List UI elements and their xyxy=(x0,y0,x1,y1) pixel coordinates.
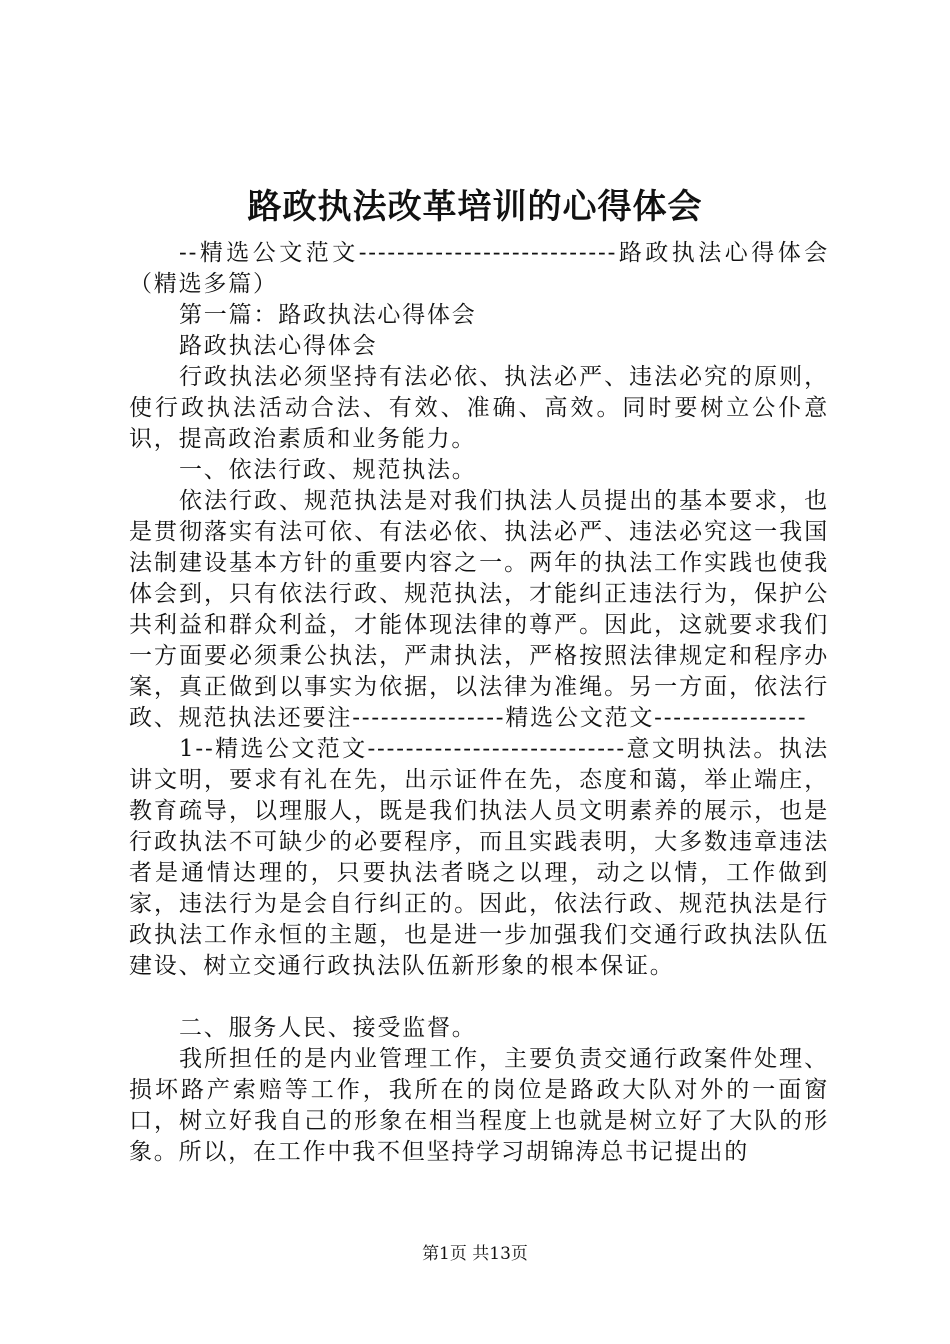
page-footer: 第1页 共13页 xyxy=(422,1244,528,1264)
paragraph-principle: 行政执法必须坚持有法必依、执法必严、违法必究的原则，使行政执法活动合法、有效、准确、高效。同时要树立公仆意识，提高政治素质和业务能力。 xyxy=(129,364,829,452)
section-heading-1: 一、依法行政、规范执法。 xyxy=(179,457,477,483)
paragraph-lawful-administration: 依法行政、规范执法是对我们执法人员提出的基本要求，也是贯彻落实有法可依、有法必依、执法必严、违法必究这一我国法制建设基本方针的重要内容之一。两年的执法工作实践也使我体会到，只有依法行政、规范执法，才能纠正违法行为，保护公共利益和群众利益，才能体现法律的尊严。因此，这就要求我们一方面要必须秉公执法，严肃执法，严格按照法律规定和程序办案，真正做到以事实为依据，以法律为准绳。另一方面，依法行政、规范执法还要注----------------精选公文范文---------------- xyxy=(129,488,829,731)
paragraph-service-supervision: 我所担任的是内业管理工作，主要负责交通行政案件处理、损坏路产索赔等工作，我所在的岗位是路政大队对外的一面窗口，树立好我自己的形象在相当程度上也就是树立好了大队的形象。所以，在工作中我不但坚持学习胡锦涛总书记提出的 xyxy=(129,1046,829,1165)
document-title: 路政执法改革培训的心得体会 xyxy=(247,187,703,227)
paragraph-header-line: --精选公文范文---------------------------路政执法心得体会（精选多篇） xyxy=(129,240,829,297)
section-heading-2: 二、服务人民、接受监督。 xyxy=(179,1015,477,1041)
paragraph-civil-enforcement: 1--精选公文范文---------------------------意文明执法。执法讲文明，要求有礼在先，出示证件在先，态度和蔼，举止端庄，教育疏导，以理服人，既是我们执法人员文明素养的展示，也是行政执法不可缺少的必要程序，而且实践表明，大多数违章违法者是通情达理的，只要执法者晓之以理，动之以情，工作做到家，违法行为是会自行纠正的。因此，依法行政、规范执法是行政执法工作永恒的主题，也是进一步加强我们交通行政执法队伍建设、树立交通行政执法队伍新形象的根本保证。 xyxy=(129,736,829,979)
paragraph-chapter-heading: 第一篇：路政执法心得体会 xyxy=(179,302,477,328)
document-body xyxy=(129,238,829,1168)
paragraph-spacer xyxy=(129,982,829,1013)
paragraph-subtitle: 路政执法心得体会 xyxy=(179,333,378,359)
